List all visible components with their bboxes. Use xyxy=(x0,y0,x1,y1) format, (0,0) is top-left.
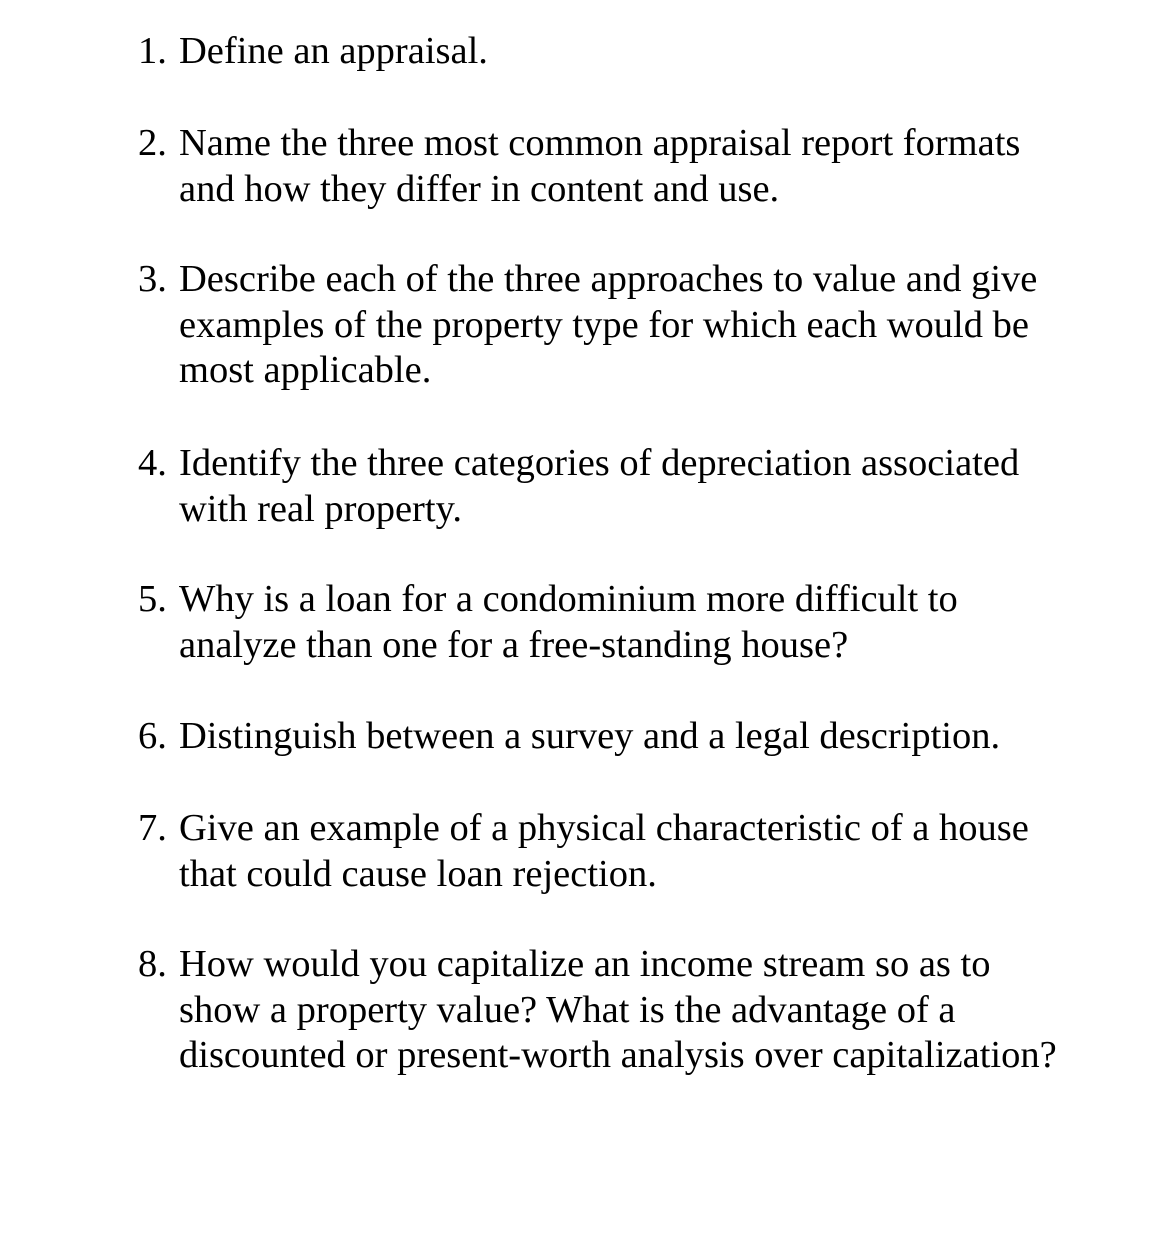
question-number: 1. xyxy=(138,30,167,72)
question-text: Name the three most common appraisal report formats xyxy=(179,122,1021,164)
question-text-continued: most applicable. xyxy=(179,349,432,391)
question-7 xyxy=(138,806,1138,897)
question-4 xyxy=(138,441,1138,532)
question-text: Distinguish between a survey and a legal description. xyxy=(179,715,1001,757)
question-text: How would you capitalize an income stream so as to xyxy=(179,943,991,985)
question-number: 2. xyxy=(138,122,167,164)
question-6 xyxy=(138,714,1138,760)
question-line xyxy=(138,577,1138,623)
question-text: Give an example of a physical characteristic of a house xyxy=(179,807,1029,849)
question-number: 3. xyxy=(138,258,167,300)
question-line xyxy=(138,942,1138,988)
question-number: 5. xyxy=(138,578,167,620)
question-line xyxy=(138,441,1138,487)
question-text-continued: and how they differ in content and use. xyxy=(179,167,780,210)
question-number: 6. xyxy=(138,715,167,757)
question-text: Identify the three categories of depreciation associated xyxy=(179,442,1020,484)
question-line xyxy=(138,806,1138,852)
question-line xyxy=(138,257,1138,303)
question-text-continued: analyze than one for a free-standing house? xyxy=(179,623,849,666)
question-text-continued: examples of the property type for which each would be xyxy=(179,303,1029,346)
question-text: Define an appraisal. xyxy=(179,30,488,72)
question-line xyxy=(138,121,1138,167)
question-text: Why is a loan for a condominium more difficult to xyxy=(179,578,958,620)
question-8 xyxy=(138,942,1138,1079)
question-text-continued: that could cause loan rejection. xyxy=(179,852,657,895)
question-2 xyxy=(138,121,1138,212)
question-1 xyxy=(138,29,1138,75)
question-5 xyxy=(138,577,1138,668)
question-3 xyxy=(138,257,1138,394)
question-number: 8. xyxy=(138,943,167,985)
question-line xyxy=(138,29,1138,75)
question-text-continued: with real property. xyxy=(179,487,462,530)
question-number: 7. xyxy=(138,807,167,849)
question-text: Describe each of the three approaches to value and give xyxy=(179,258,1038,300)
question-line xyxy=(138,714,1138,760)
question-number: 4. xyxy=(138,442,167,484)
question-text-continued: show a property value? What is the advantage of a xyxy=(179,988,956,1031)
question-text-continued: discounted or present-worth analysis over capitalization? xyxy=(179,1034,1057,1076)
